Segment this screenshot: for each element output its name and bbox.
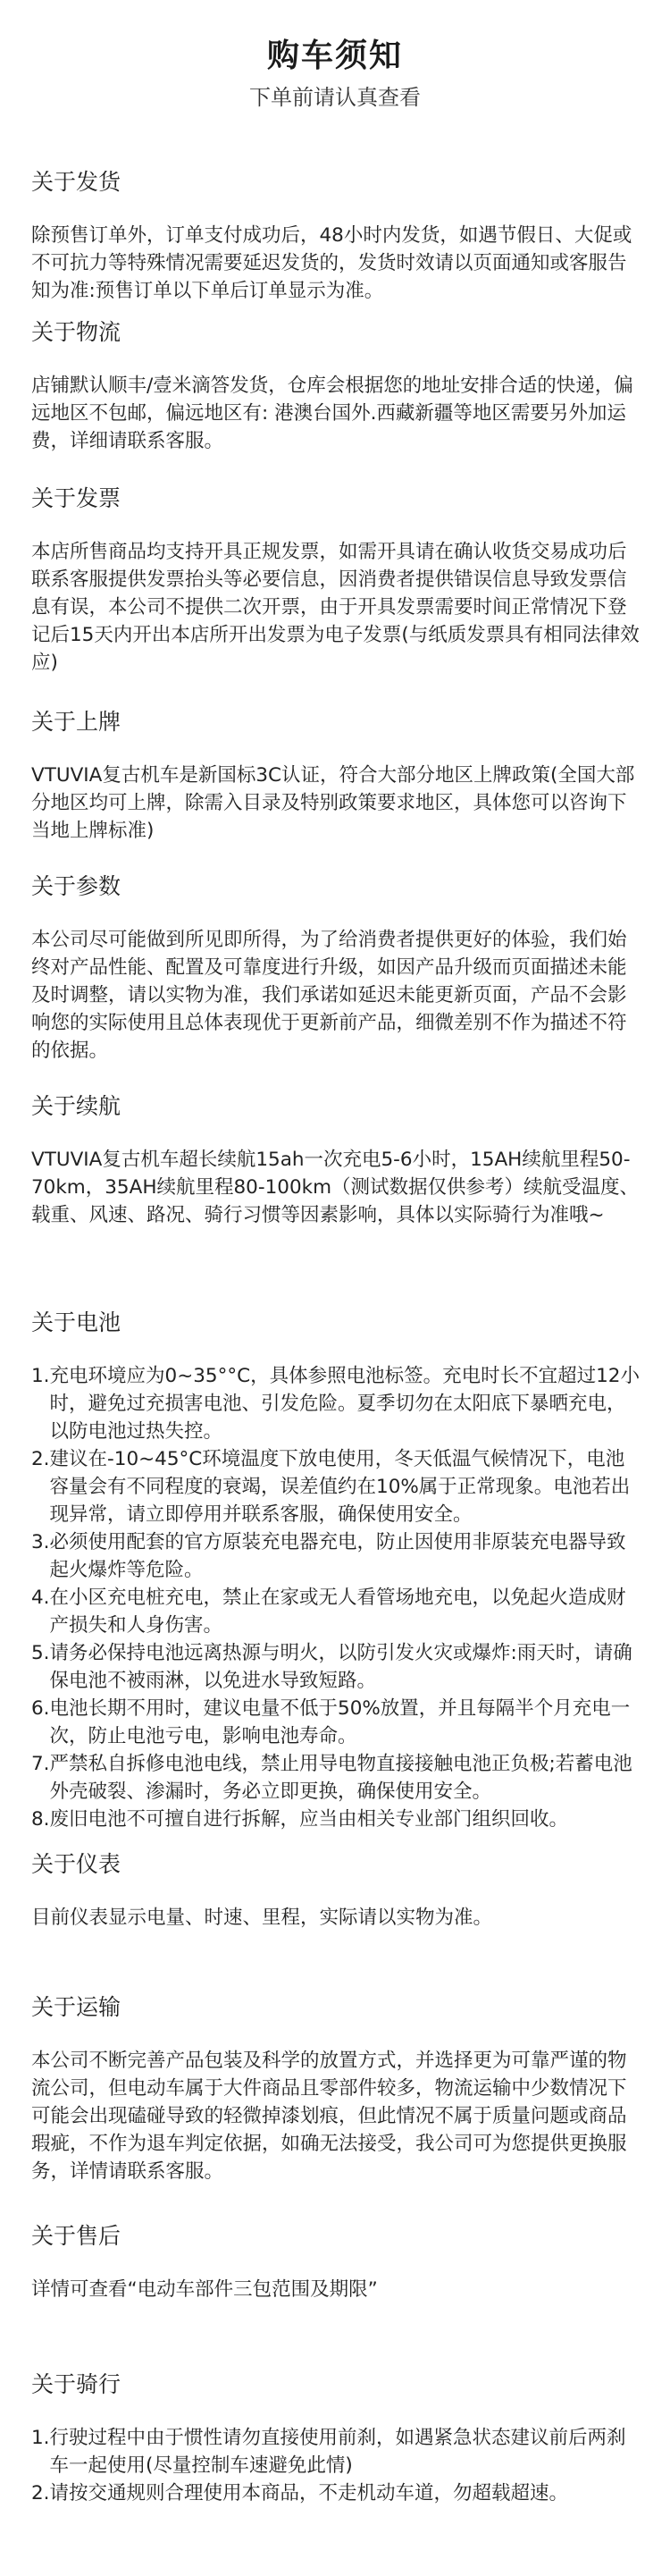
section-text: 本公司不断完善产品包装及科学的放置方式，并选择更为可靠严谨的物流公司，但电动车属于大件商品且零部件较多，物流运输中少数情况下可能会出现磕碰导致的轻微掉漆划痕，但此情况不属于质量问题或商品瑕疵，不作为退车判定依据，如确无法接受，我公司可为您提供更换服务，详情请联系客服。 [31, 2050, 627, 2183]
list-text: 在小区充电桩充电，禁止在家或无人看管场地充电，以免起火造成财产损失和人身伤害。 [49, 1587, 626, 1637]
list-item [31, 1445, 643, 1528]
section-text: 详情可查看“电动车部件三包范围及期限” [31, 2278, 378, 2301]
list-item [31, 1528, 643, 1584]
list-item [31, 1750, 643, 1806]
section-text: 本公司尽可能做到所见即所得，为了给消费者提供更好的体验，我们始终对产品性能、配置及可靠度进行升级，如因产品升级而页面描述未能及时调整，请以实物为准，我们承诺如延迟未能更新页面，产品不会影响您的实际使用且总体表现优于更新前产品，细微差别不作为描述不符的依据。 [31, 929, 627, 1062]
section-logistics [31, 318, 643, 455]
section-text: VTUVIA复古机车是新国标3C认证，符合大部分地区上牌政策(全国大部分地区均可上牌，除需入目录及特别政策要求地区，具体您可以咨询下当地上牌标准) [31, 764, 635, 842]
section-transport [31, 1993, 643, 2185]
list-text: 行驶过程中由于惯性请勿直接使用前刹，如遇紧急状态建议前后两刹车一起使用(尽量控制车速避免此情) [49, 2427, 626, 2477]
section-body [31, 1904, 643, 1932]
section-battery [31, 1309, 643, 1833]
section-body [31, 1146, 643, 1229]
section-body [31, 2047, 643, 2185]
section-specs [31, 872, 643, 1065]
list-text: 必须使用配套的官方原装充电器充电，防止因使用非原装充电器导致起火爆炸等危险。 [49, 1531, 626, 1581]
section-title: 关于运输 [31, 1994, 121, 2020]
list-number: 3. [31, 1531, 50, 1553]
section-title: 关于发票 [31, 485, 121, 511]
section-text: 除预售订单外，订单支付成功后，48小时内发货，如遇节假日、大促或不可抗力等特殊情况需要延迟发货的，发货时效请以页面通知或客服告知为准:预售订单以下单后订单显示为准。 [31, 224, 632, 302]
section-invoice [31, 484, 643, 677]
section-text: 店铺默认顺丰/壹米滴答发货，仓库会根据您的地址安排合适的快递，偏远地区不包邮，偏远地区有: 港澳台国外.西藏新疆等地区需要另外加运费，详细请联系客服。 [31, 375, 633, 452]
section-body [31, 222, 643, 305]
section-title: 关于仪表 [31, 1851, 121, 1877]
section-riding [31, 2370, 643, 2507]
list-text: 请务必保持电池远离热源与明火，以防引发火灾或爆炸:雨天时，请确保电池不被雨淋，以免进水导致短路。 [49, 1642, 632, 1692]
page-subtitle: 下单前请认真查看 [249, 85, 421, 110]
section-title: 关于参数 [31, 873, 121, 899]
list-item [31, 1639, 643, 1695]
list-text: 充电环境应为0~35°°C，具体参照电池标签。充电时长不宜超过12小时，避免过充损害电池、引发危险。夏季切勿在太阳底下暴晒充电，以防电池过热失控。 [49, 1365, 640, 1443]
section-title: 关于售后 [31, 2223, 121, 2249]
section-title: 关于物流 [31, 319, 121, 345]
section-text: VTUVIA复古机车超长续航15ah一次充电5-6小时，15AH续航里程50-70km，35AH续航里程80-100km（测试数据仅供参考）续航受温度、载重、风速、路况、骑行习惯等因素影响，具体以实际骑行为准哦~ [31, 1149, 640, 1226]
section-range [31, 1092, 643, 1229]
list-text: 建议在-10~45°C环境温度下放电使用，冬天低温气候情况下，电池容量会有不同程度的衰竭，误差值约在10%属于正常现象。电池若出现异常，请立即停用并联系客服，确保使用安全。 [49, 1448, 631, 1526]
list-item [31, 2479, 643, 2507]
battery-list [31, 1362, 643, 1833]
section-body [31, 926, 643, 1065]
section-text: 目前仪表显示电量、时速、里程，实际请以实物为准。 [31, 1907, 493, 1929]
list-item [31, 2424, 643, 2479]
list-item [31, 1362, 643, 1445]
section-body [31, 2276, 643, 2303]
list-text: 电池长期不用时，建议电量不低于50%放置，并且每隔半个月充电一次，防止电池亏电，影响电池寿命。 [49, 1697, 631, 1747]
list-number: 4. [31, 1587, 50, 1609]
section-title: 关于电池 [31, 1309, 121, 1335]
list-number: 2. [31, 2482, 50, 2504]
section-after-sales [31, 2222, 643, 2303]
list-text: 严禁私自拆修电池电线，禁止用导电物直接接触电池正负极;若蓄电池外壳破裂、渗漏时，务必立即更换，确保使用安全。 [49, 1753, 632, 1803]
list-item [31, 1584, 643, 1639]
section-body [31, 372, 643, 455]
list-item [31, 1806, 643, 1833]
list-text: 请按交通规则合理使用本商品，不走机动车道，勿超载超速。 [49, 2482, 569, 2504]
list-number: 6. [31, 1697, 50, 1720]
list-number: 5. [31, 1642, 50, 1664]
list-number: 2. [31, 1448, 50, 1470]
section-title: 关于上牌 [31, 709, 121, 735]
section-body [31, 538, 643, 677]
riding-list [31, 2424, 643, 2507]
section-text: 本店所售商品均支持开具正规发票，如需开具请在确认收货交易成功后联系客服提供发票抬头等必要信息，因消费者提供错误信息导致发票信息有误，本公司不提供二次开票，由于开具发票需要时间正常情况下登记后15天内开出本店所开出发票为电子发票(与纸质发票具有相同法律效应) [31, 541, 640, 674]
section-registration [31, 708, 643, 845]
list-number: 7. [31, 1753, 50, 1775]
list-number: 8. [31, 1808, 50, 1831]
section-title: 关于续航 [31, 1093, 121, 1119]
section-title: 关于骑行 [31, 2371, 121, 2397]
page-title: 购车须知 [266, 38, 403, 74]
list-item [31, 1695, 643, 1750]
list-number: 1. [31, 2427, 50, 2449]
page-header [0, 0, 670, 113]
section-shipping [31, 168, 643, 305]
section-body [31, 762, 643, 845]
section-title: 关于发货 [31, 169, 121, 195]
list-number: 1. [31, 1365, 50, 1387]
section-dashboard [31, 1850, 643, 1932]
list-text: 废旧电池不可擅自进行拆解，应当由相关专业部门组织回收。 [49, 1808, 569, 1831]
